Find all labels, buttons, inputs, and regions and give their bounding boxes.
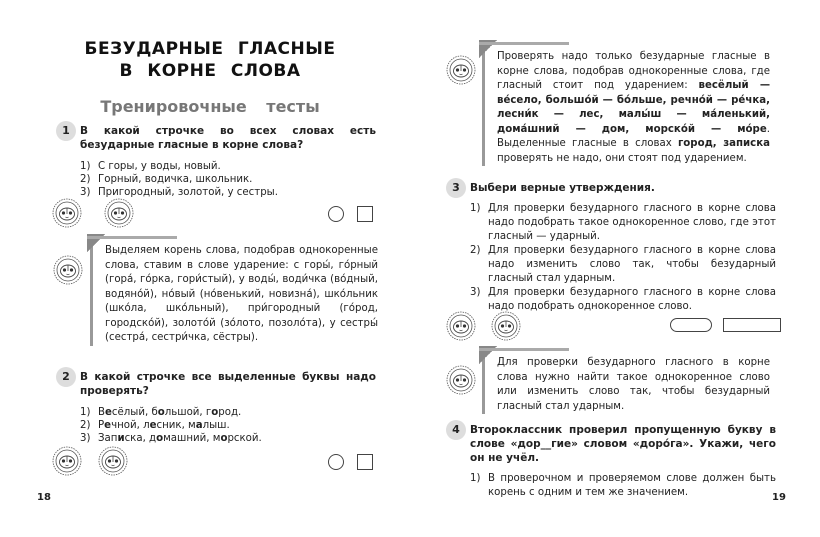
text-segment: проверять не надо, они стоят под ударением.: [497, 152, 747, 164]
lion-icon-row: [446, 311, 521, 341]
highlighted-letter: о: [220, 433, 228, 444]
page-number: 19: [772, 492, 786, 503]
section-subtitle: Тренировочные тесты: [100, 97, 320, 116]
question-2: [62, 370, 376, 445]
page-number: 18: [37, 492, 51, 503]
lion-icon: [53, 255, 83, 285]
options: [80, 160, 376, 199]
highlighted-letter: о: [157, 407, 165, 418]
question-number: 2: [56, 367, 76, 387]
question-3: [452, 181, 776, 314]
highlighted-letter: е: [104, 420, 112, 431]
title-line-1: БЕЗУДАРНЫЕ ГЛАСНЫЕ: [84, 39, 336, 59]
option-text: [98, 419, 376, 432]
highlighted-letter: е: [105, 407, 112, 418]
text-segment: сник, м: [156, 420, 196, 431]
lion-icon: [446, 55, 476, 85]
lion-icon: [98, 446, 128, 476]
option-item: [80, 173, 376, 186]
question-text: В какой строчке во всех словах есть безударные гласные в корне слова?: [80, 125, 376, 151]
option-item: [80, 432, 376, 445]
lion-icon: [491, 311, 521, 341]
lion-icon-row: [52, 198, 134, 228]
option-item: [80, 406, 376, 419]
answer-circle[interactable]: [328, 454, 344, 470]
lion-icon: [446, 365, 476, 395]
option-text: Для проверки безударного гласного в корне слова надо изменить слово так, чтобы безударный гласный стал ударным.: [488, 245, 776, 284]
question-4: [452, 423, 776, 500]
tip-text: [482, 50, 770, 166]
options: [470, 472, 776, 500]
options: [80, 406, 376, 445]
text-segment: сёлый, б: [111, 407, 158, 418]
text-segment: . Выделенные гласные в словах: [497, 123, 770, 149]
tip-box: [482, 50, 770, 166]
text-segment: род.: [218, 407, 242, 418]
option-number: 1): [470, 473, 481, 484]
option-number: 1): [470, 203, 481, 214]
text-segment: лыш.: [202, 420, 230, 431]
option-item: [470, 202, 776, 244]
option-text: Для проверки безударного гласного в корне слова надо подобрать такое однокоренное слово, где этот гласный — ударный.: [488, 203, 776, 242]
answer-rectangle[interactable]: [723, 318, 781, 332]
text-segment: рской.: [227, 433, 262, 444]
lion-icon: [104, 198, 134, 228]
bold-examples: весёлый — ве́село, большо́й — бо́льше, речно́й — ре́чка, лесни́к — лес, малы́ш — ма́ленький, дома́шний — дом, морско́й — мо́ре: [497, 80, 771, 135]
question-text: Второклассник проверил пропущенную букву в слове «дор__гие» словом «доро́га». Укажи, чего он не учёл.: [470, 424, 776, 464]
text-segment: машний, м: [163, 433, 221, 444]
option-number: 3): [80, 433, 91, 444]
option-number: 3): [80, 187, 91, 198]
option-number: 3): [470, 287, 481, 298]
option-item: [470, 244, 776, 286]
title-line-2: В КОРНЕ СЛОВА: [119, 61, 301, 81]
tip-box: [482, 356, 770, 414]
question-text: В какой строчке все выделенные буквы надо проверять?: [80, 371, 376, 397]
highlighted-letter: о: [211, 407, 219, 418]
option-text: Для проверки безударного гласного в корне слова надо подобрать однокоренное слово.: [488, 287, 776, 312]
option-number: 1): [80, 161, 91, 172]
option-number: 2): [80, 174, 91, 185]
text-segment: Проверять надо только безударные гласные в корне слова, подобрав однокоренные слова, где гласный стоит под ударением:: [497, 51, 770, 91]
question-number: 4: [446, 420, 466, 440]
answer-square[interactable]: [357, 454, 373, 470]
highlighted-letter: е: [149, 420, 157, 431]
text-segment: ска, д: [124, 433, 157, 444]
options: [470, 202, 776, 314]
bold-examples: город, записка: [677, 138, 770, 149]
text-segment: В: [98, 407, 105, 418]
tip-text: Выделяем корень слова, подобрав однокоренные слова, ставим в слове ударение: с горы́, го́рный (гора́, го́рка, гори́стый), у воды́, води́чка (во́дный, водяно́й), но́вый (но́венький, новизна́), шко́льник (шко́ла, шко́льный), при́городный (го́род, городско́й), золото́й (зо́лото, позоло́та), у сестры́ (сестра́, сестри́чка, сёстры).: [90, 244, 378, 346]
lion-icon-row: [52, 446, 128, 476]
option-text: [98, 406, 376, 419]
answer-square[interactable]: [357, 206, 373, 222]
option-item: [80, 160, 376, 173]
text-segment: льшой, г: [164, 407, 212, 418]
question-1: [62, 124, 376, 199]
option-text: Горный, водичка, школьник.: [98, 174, 253, 185]
lion-icon: [52, 446, 82, 476]
question-number: 3: [446, 178, 466, 198]
option-text: Пригородный, золотой, у сестры.: [98, 187, 278, 198]
chapter-title: [60, 38, 360, 82]
option-number: 2): [80, 420, 91, 431]
tip-box: [90, 244, 378, 346]
question-text: Выбери верные утверждения.: [470, 182, 655, 194]
option-text: [98, 432, 376, 445]
option-item: [470, 286, 776, 314]
option-text: С горы, у воды, новый.: [98, 161, 221, 172]
text-segment: Зап: [98, 433, 118, 444]
tip-text: Для проверки безударного гласного в корне слова нужно найти такое однокоренное слово или изменить слово так, чтобы безударный гласный стал ударным.: [482, 356, 770, 414]
option-item: [470, 472, 776, 500]
option-text: В проверочном и проверяемом слове должен быть корень с одним и тем же значением.: [488, 473, 776, 498]
option-number: 1): [80, 407, 91, 418]
question-number: 1: [56, 121, 76, 141]
highlighted-letter: и: [117, 433, 125, 444]
text-segment: чной, л: [111, 420, 150, 431]
answer-oval[interactable]: [670, 318, 712, 332]
highlighted-letter: о: [156, 433, 164, 444]
option-item: [80, 419, 376, 432]
option-number: 2): [470, 245, 481, 256]
answer-circle[interactable]: [328, 206, 344, 222]
highlighted-letter: а: [195, 420, 203, 431]
lion-icon: [446, 311, 476, 341]
lion-icon: [52, 198, 82, 228]
text-segment: Р: [98, 420, 105, 431]
